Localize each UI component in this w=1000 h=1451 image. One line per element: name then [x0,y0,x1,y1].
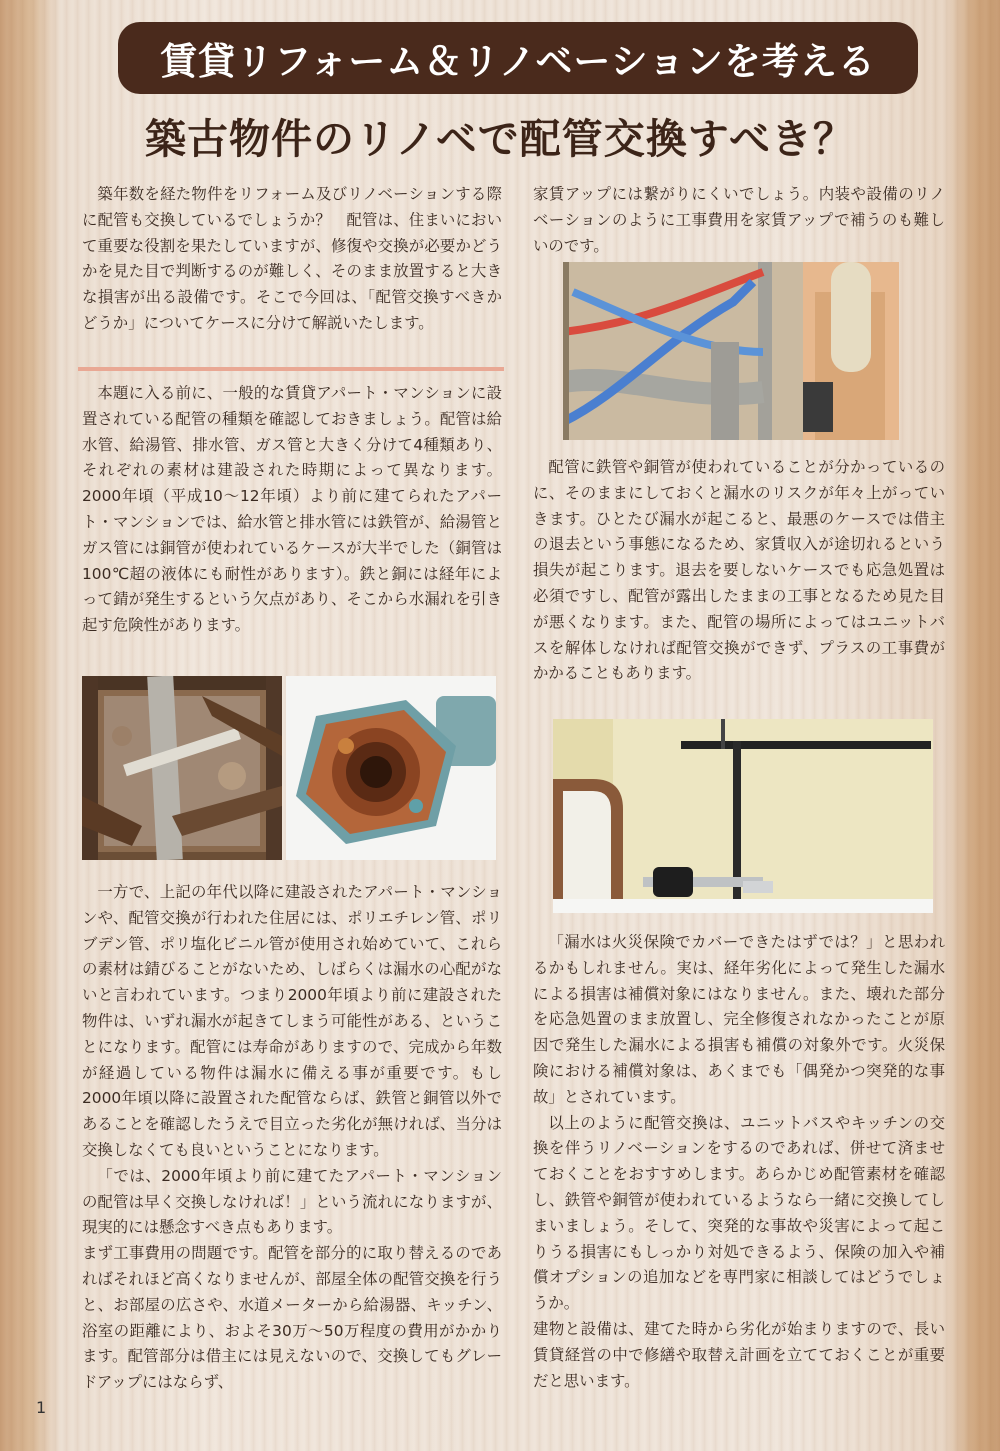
resin-pipes-paragraph: 一方で、上記の年代以降に建設されたアパート・マンションや、配管交換が行われた住居には、ポリエチレン管、ポリブデン管、ポリ塩化ビニル管が使用され始めていて、これらの素材は錆びることがないため、しばらくは漏水の心配がないと言われています。つまり2000年頃より前に建設された物件は、いずれ漏水が起きてしまう可能性がある、ということになります。配管には寿命がありますので、完成から年数が経過している物件は漏水に備える事が重要です。もし2000年頃以降に設置された配管ならば、鉄管と銅管以外であることを確認したうえで目立った劣化が無ければ、当分は交換しなくても良いということになります。 [82,883,502,1159]
insurance-text [533,930,945,1394]
risk-text [533,455,945,687]
floor-pipes-image [563,262,899,440]
underfloor-damage-photo [82,676,282,860]
rusty-fitting-image [286,676,496,860]
insurance-paragraph: 「漏水は火災保険でカバーできたはずでは？」と思われるかもしれません。実は、経年劣化によって発生した漏水による損害は補償対象にはなりません。また、壊れた部分を応急処置のまま放置し、完全修復されなかったことが原因で発生した漏水による損害も補償の対象外です。火災保険における補償対象は、あくまでも「偶発かつ突発的な事故」とされています。 [533,933,945,1106]
floor-pipes-photo [563,262,899,440]
cost-paragraph: まず工事費用の問題です。配管を部分的に取り替えるのであればそれほど高くなりませんが、部屋全体の配管交換を行うと、お部屋の広さや、水道メーターから給湯器、キッチン、浴室の距離により、およそ30万～50万程度の費用がかかります。配管部分は借主には見えないので、交換してもグレードアップにはならず、 [82,1244,502,1392]
cont-text [533,182,945,259]
divider [78,367,504,371]
conclusion-paragraph: 以上のように配管交換は、ユニットバスやキッチンの交換を伴うリノベーションをするのであれば、併せて済ませておくことをおすすめします。あらかじめ配管素材を確認し、鉄管や銅管が使われているようなら一緒に交換してしまいましょう。そして、突発的な事故や災害によって起こりうる損害にもしっかり対処できるよう、保険の加入や補償オプションの追加などを専門家に相談してはどうでしょうか。 [533,1113,945,1313]
underfloor-damage-image [82,676,282,860]
pipe-types-text [82,381,502,639]
rusty-fitting-photo [286,676,496,860]
continuation-paragraph: 家賃アップには繋がりにくいでしょう。内装や設備のリノベーションのように工事費用を家賃アップで補うのも難しいのです。 [533,185,945,255]
wall-pipe-image [553,719,933,913]
resin-pipes-text [82,880,502,1396]
quote-paragraph: 「では、2000年頃より前に建てたアパート・マンションの配管は早く交換しなければ！」という流れになりますが、現実的には懸念すべき点もあります。 [82,1166,502,1237]
intro-text [82,182,502,337]
wall-pipe-photo [553,719,933,913]
risk-paragraph: 配管に鉄管や銅管が使われていることが分かっているのに、そのままにしておくと漏水のリスクが年々上がっていきます。ひとたび漏水が起こると、最悪のケースでは借主の退去という事態になるため、家賃収入が途切れるという損失が起こります。退去を要しないケースでも応急処置は必須ですし、配管が露出したままの工事となるため見た目が悪くなります。また、配管の場所によってはユニットバスを解体しなければ配管交換ができず、プラスの工事費がかかることもあります。 [533,458,945,683]
headline: 築古物件のリノベで配管交換すべき？ [145,115,855,163]
series-title-banner [118,22,918,94]
series-title: 賃貸リフォーム＆リノベーションを考える [160,40,876,83]
final-paragraph: 建物と設備は、建てた時から劣化が始まりますので、長い賃貸経営の中で修繕や取替え計画を立てておくことが重要だと思います。 [533,1319,945,1390]
intro-paragraph: 築年数を経た物件をリフォーム及びリノベーションする際に配管も交換しているでしょうか？ 配管は、住まいにおいて重要な役割を果たしていますが、修復や交換が必要かどうかを見た目で判断するのが難しく、そのまま放置すると大きな損害が出る設備です。そこで今回は、「配管交換すべきかどうか」についてケースに分けて解説いたします。 [82,185,502,332]
page-number: 1 [36,1398,47,1417]
pipe-types-paragraph: 本題に入る前に、一般的な賃貸アパート・マンションに設置されている配管の種類を確認しておきましょう。配管は給水管、給湯管、排水管、ガス管と大きく分けて4種類あり、それぞれの素材は建設された時期によって異なります。2000年頃（平成10～12年頃）より前に建てられたアパート・マンションでは、給水管と排水管には鉄管が、給湯管とガス管には銅管が使われているケースが大半でした（銅管は100℃超の液体にも耐性があります）。鉄と銅には経年によって錆が発生するという欠点があり、そこから水漏れを引き起す危険性があります。 [82,384,502,635]
